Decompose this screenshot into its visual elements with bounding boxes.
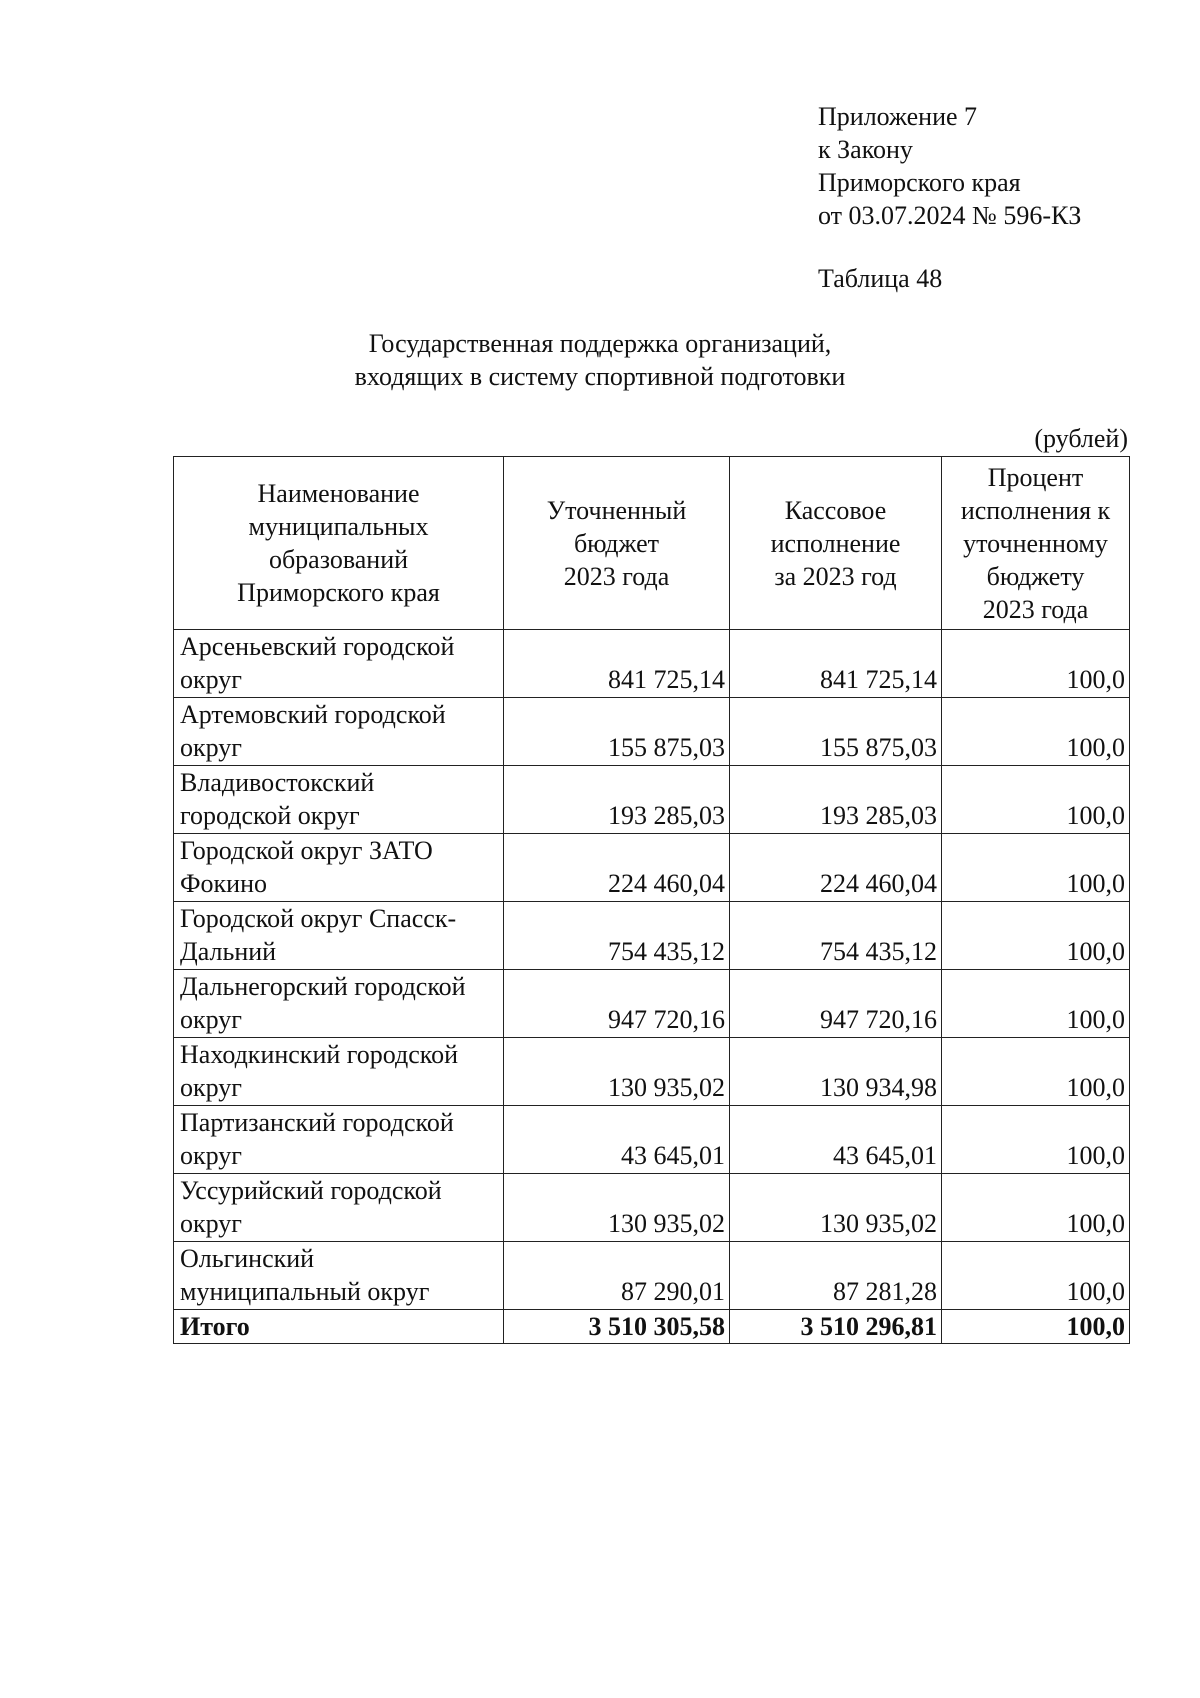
title-line: Государственная поддержка организаций, xyxy=(368,329,832,358)
cash-execution-cell: 193 285,03 xyxy=(730,766,942,834)
table-row xyxy=(174,834,1130,902)
appendix-line: Приложение 7 xyxy=(818,102,978,131)
cash-execution-cell: 754 435,12 xyxy=(730,902,942,970)
planned-budget-cell: 754 435,12 xyxy=(504,902,730,970)
header-line: бюджету xyxy=(986,561,1085,591)
execution-percent-cell: 100,0 xyxy=(942,1242,1130,1310)
total-planned-budget: 3 510 305,58 xyxy=(504,1310,730,1344)
municipality-name: Ольгинский муниципальный округ xyxy=(174,1242,504,1310)
column-header-municipality xyxy=(174,457,504,630)
planned-budget-cell: 130 935,02 xyxy=(504,1038,730,1106)
header-line: Процент xyxy=(987,462,1084,492)
municipality-name: Дальнегорский городской округ xyxy=(174,970,504,1038)
column-header-execution-percent xyxy=(942,457,1130,630)
title-line: входящих в систему спортивной подготовки xyxy=(354,362,846,391)
appendix-line: к Закону xyxy=(818,135,913,164)
execution-percent-cell: 100,0 xyxy=(942,698,1130,766)
column-header-planned-budget xyxy=(504,457,730,630)
planned-budget-cell: 193 285,03 xyxy=(504,766,730,834)
header-line: исполнение xyxy=(770,528,901,558)
header-line: 2023 года xyxy=(563,561,670,591)
table-row xyxy=(174,970,1130,1038)
units-label: (рублей) xyxy=(1034,424,1128,453)
planned-budget-cell: 130 935,02 xyxy=(504,1174,730,1242)
table-row xyxy=(174,1038,1130,1106)
appendix-line: от 03.07.2024 № 596-КЗ xyxy=(818,201,1082,230)
cash-execution-cell: 841 725,14 xyxy=(730,630,942,698)
table-row xyxy=(174,766,1130,834)
planned-budget-cell: 224 460,04 xyxy=(504,834,730,902)
execution-percent-cell: 100,0 xyxy=(942,630,1130,698)
municipality-name: Партизанский городской округ xyxy=(174,1106,504,1174)
cash-execution-cell: 43 645,01 xyxy=(730,1106,942,1174)
planned-budget-cell: 947 720,16 xyxy=(504,970,730,1038)
header-line: исполнения к xyxy=(960,495,1111,525)
document-title xyxy=(300,327,900,393)
cash-execution-cell: 130 934,98 xyxy=(730,1038,942,1106)
appendix-line: Приморского края xyxy=(818,168,1021,197)
header-line: 2023 года xyxy=(982,594,1089,624)
cash-execution-cell: 155 875,03 xyxy=(730,698,942,766)
table-row xyxy=(174,698,1130,766)
cash-execution-cell: 224 460,04 xyxy=(730,834,942,902)
table-row xyxy=(174,902,1130,970)
execution-percent-cell: 100,0 xyxy=(942,970,1130,1038)
planned-budget-cell: 841 725,14 xyxy=(504,630,730,698)
header-line: Уточненный xyxy=(546,495,687,525)
execution-percent-cell: 100,0 xyxy=(942,1174,1130,1242)
municipality-name: Владивостокский городской округ xyxy=(174,766,504,834)
execution-percent-cell: 100,0 xyxy=(942,1106,1130,1174)
budget-table xyxy=(173,456,1130,1344)
table-row xyxy=(174,630,1130,698)
header-line: за 2023 год xyxy=(774,561,897,591)
municipality-name: Арсеньевский городской округ xyxy=(174,630,504,698)
municipality-name: Артемовский городской округ xyxy=(174,698,504,766)
table-number: Таблица 48 xyxy=(818,264,943,293)
cash-execution-cell: 947 720,16 xyxy=(730,970,942,1038)
table-row xyxy=(174,1106,1130,1174)
table-header-row xyxy=(174,457,1130,630)
execution-percent-cell: 100,0 xyxy=(942,1038,1130,1106)
cash-execution-cell: 87 281,28 xyxy=(730,1242,942,1310)
planned-budget-cell: 87 290,01 xyxy=(504,1242,730,1310)
cash-execution-cell: 130 935,02 xyxy=(730,1174,942,1242)
appendix-reference xyxy=(818,100,1081,232)
header-line: Кассовое xyxy=(784,495,887,525)
planned-budget-cell: 155 875,03 xyxy=(504,698,730,766)
total-row xyxy=(174,1310,1130,1344)
header-line: Наименование xyxy=(257,479,420,508)
municipality-name: Городской округ ЗАТО Фокино xyxy=(174,834,504,902)
column-header-cash-execution xyxy=(730,457,942,630)
execution-percent-cell: 100,0 xyxy=(942,902,1130,970)
header-line: бюджет xyxy=(573,528,660,558)
table-row xyxy=(174,1242,1130,1310)
table-row xyxy=(174,1174,1130,1242)
municipality-name: Городской округ Спасск- Дальний xyxy=(174,902,504,970)
total-label: Итого xyxy=(174,1310,504,1344)
header-line: Приморского края xyxy=(237,578,440,607)
total-execution-percent: 100,0 xyxy=(942,1310,1130,1344)
header-line: образований xyxy=(268,545,409,574)
municipality-name: Уссурийский городской округ xyxy=(174,1174,504,1242)
total-cash-execution: 3 510 296,81 xyxy=(730,1310,942,1344)
execution-percent-cell: 100,0 xyxy=(942,766,1130,834)
header-line: уточненному xyxy=(963,528,1108,558)
execution-percent-cell: 100,0 xyxy=(942,834,1130,902)
planned-budget-cell: 43 645,01 xyxy=(504,1106,730,1174)
municipality-name: Находкинский городской округ xyxy=(174,1038,504,1106)
header-line: муниципальных xyxy=(248,512,429,541)
